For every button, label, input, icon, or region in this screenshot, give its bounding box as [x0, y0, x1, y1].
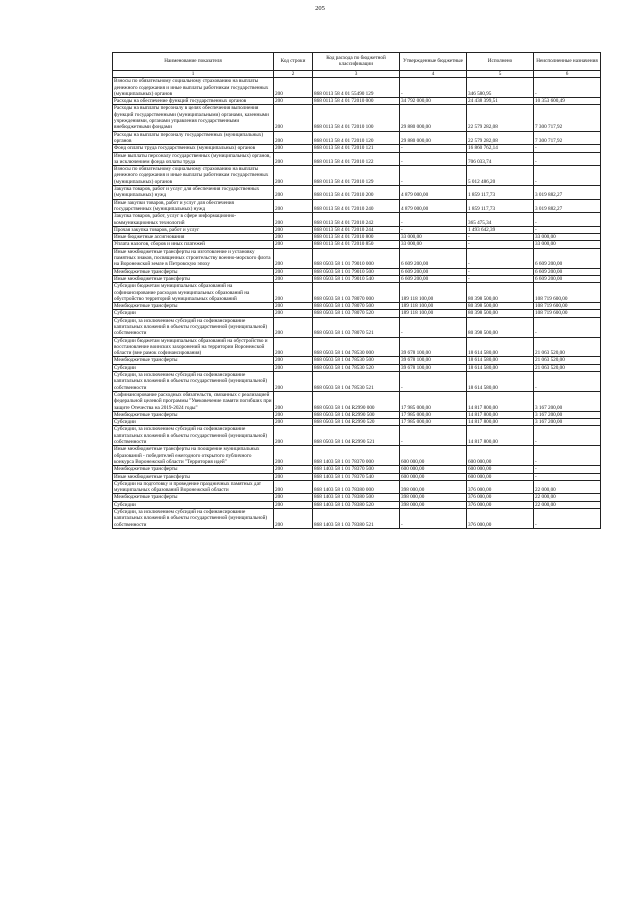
- indicator-name-cell: Межбюджетные трансферты: [113, 411, 274, 418]
- indicator-name-cell: Прочая закупка товаров, работ и услуг: [113, 226, 274, 233]
- table-row: [113, 391, 601, 411]
- header-indicator-name: Наименование показателя: [113, 53, 274, 71]
- table-row: [113, 303, 601, 310]
- table-row: [113, 78, 601, 98]
- unexecuted-amount-cell: 22 000,00: [534, 501, 601, 508]
- budget-code-cell: 868 0503 58 1 04 78530 500: [313, 357, 400, 364]
- budget-code-cell: 868 0113 58 4 01 72010 242: [313, 213, 400, 227]
- approved-amount-cell: 189 118 100,00: [400, 303, 467, 310]
- indicator-name-cell: Закупка товаров, работ, услуг в сфере информационно-коммуникационных технологий: [113, 213, 274, 227]
- line-code-cell: 200: [274, 213, 313, 227]
- table-row: [113, 131, 601, 145]
- column-number: 1: [113, 71, 274, 78]
- line-code-cell: 200: [274, 364, 313, 371]
- line-code-cell: 200: [274, 509, 313, 529]
- approved-amount-cell: 600 000,00: [400, 466, 467, 473]
- unexecuted-amount-cell: 3 167 200,00: [534, 419, 601, 426]
- table-row: [113, 166, 601, 186]
- table-row: [113, 241, 601, 248]
- unexecuted-amount-cell: 22 000,00: [534, 494, 601, 501]
- approved-amount-cell: -: [400, 78, 467, 98]
- indicator-name-cell: Межбюджетные трансферты: [113, 466, 274, 473]
- executed-amount-cell: 22 579 282,08: [467, 105, 534, 131]
- line-code-cell: 200: [274, 98, 313, 105]
- line-code-cell: 200: [274, 480, 313, 494]
- unexecuted-amount-cell: 6 609 200,00: [534, 275, 601, 282]
- unexecuted-amount-cell: 7 300 717,92: [534, 131, 601, 145]
- unexecuted-amount-cell: 21 063 520,00: [534, 364, 601, 371]
- indicator-name-cell: Иные бюджетные ассигнования: [113, 234, 274, 241]
- executed-amount-cell: 346 580,95: [467, 78, 534, 98]
- executed-amount-cell: 1 493 642,39: [467, 226, 534, 233]
- table-row: [113, 310, 601, 317]
- indicator-name-cell: Иные закупки товаров, работ и услуг для обеспечения государственных (муниципальных) нужд: [113, 199, 274, 213]
- table-row: [113, 494, 601, 501]
- budget-code-cell: 868 1403 58 1 03 78380 521: [313, 509, 400, 529]
- executed-amount-cell: 80 398 500,00: [467, 310, 534, 317]
- indicator-name-cell: Субсидии, за исключением субсидий на софинансирование капитальных вложений в объекты государственной (муниципальной) собственности: [113, 426, 274, 446]
- table-row: [113, 283, 601, 303]
- approved-amount-cell: 39 678 100,00: [400, 364, 467, 371]
- indicator-name-cell: Взносы по обязательному социальному страхованию на выплаты денежного содержания и иные выплаты работникам государственных (муниципальных) органов: [113, 166, 274, 186]
- executed-amount-cell: 18 614 580,00: [467, 372, 534, 392]
- executed-amount-cell: 18 614 580,00: [467, 337, 534, 357]
- unexecuted-amount-cell: 3 019 882,27: [534, 199, 601, 213]
- unexecuted-amount-cell: 3 167 200,00: [534, 391, 601, 411]
- line-code-cell: 200: [274, 152, 313, 166]
- table-row: [113, 226, 601, 233]
- executed-amount-cell: 1 859 117,73: [467, 199, 534, 213]
- approved-amount-cell: 39 678 100,00: [400, 337, 467, 357]
- approved-amount-cell: 33 000,00: [400, 234, 467, 241]
- executed-amount-cell: 14 817 800,00: [467, 419, 534, 426]
- unexecuted-amount-cell: -: [534, 166, 601, 186]
- indicator-name-cell: Субсидии: [113, 310, 274, 317]
- line-code-cell: 200: [274, 317, 313, 337]
- budget-code-cell: 868 1403 58 1 03 78380 500: [313, 494, 400, 501]
- budget-code-cell: 868 0503 58 1 04 78530 000: [313, 337, 400, 357]
- budget-code-cell: 868 0503 58 1 01 79010 500: [313, 268, 400, 275]
- line-code-cell: 200: [274, 501, 313, 508]
- line-code-cell: 200: [274, 494, 313, 501]
- unexecuted-amount-cell: 21 063 520,00: [534, 357, 601, 364]
- indicator-name-cell: Субсидии: [113, 364, 274, 371]
- indicator-name-cell: Фонд оплаты труда государственных (муниципальных) органов: [113, 145, 274, 152]
- column-number: 6: [534, 71, 601, 78]
- indicator-name-cell: Межбюджетные трансферты: [113, 357, 274, 364]
- line-code-cell: 200: [274, 466, 313, 473]
- line-code-cell: 200: [274, 426, 313, 446]
- indicator-name-cell: Субсидии, за исключением субсидий на софинансирование капитальных вложений в объекты государственной (муниципальной) собственности: [113, 509, 274, 529]
- executed-amount-cell: 18 614 580,00: [467, 364, 534, 371]
- approved-amount-cell: 29 880 000,00: [400, 105, 467, 131]
- executed-amount-cell: 5 012 486,20: [467, 166, 534, 186]
- budget-code-cell: 868 0113 58 4 01 72010 121: [313, 145, 400, 152]
- unexecuted-amount-cell: -: [534, 152, 601, 166]
- approved-amount-cell: -: [400, 317, 467, 337]
- budget-code-cell: 868 0503 58 1 04 R2990 000: [313, 391, 400, 411]
- unexecuted-amount-cell: -: [534, 372, 601, 392]
- budget-code-cell: 868 0113 58 4 01 72010 120: [313, 131, 400, 145]
- header-approved-appropriations: Утвержденные бюджетные: [400, 53, 467, 71]
- column-number: 2: [274, 71, 313, 78]
- line-code-cell: 200: [274, 337, 313, 357]
- executed-amount-cell: 600 000,00: [467, 473, 534, 480]
- unexecuted-amount-cell: -: [534, 226, 601, 233]
- indicator-name-cell: Субсидии, за исключением субсидий на софинансирование капитальных вложений в объекты государственной (муниципальной) собственности: [113, 372, 274, 392]
- line-code-cell: 200: [274, 275, 313, 282]
- table-row: [113, 145, 601, 152]
- approved-amount-cell: -: [400, 152, 467, 166]
- approved-amount-cell: 600 000,00: [400, 446, 467, 466]
- executed-amount-cell: -: [467, 241, 534, 248]
- line-code-cell: 200: [274, 310, 313, 317]
- indicator-name-cell: Иные межбюджетные трансферты: [113, 473, 274, 480]
- budget-code-cell: 868 0503 58 1 03 78070 500: [313, 303, 400, 310]
- header-budget-classification-code: Код расхода по бюджетной классификации: [313, 53, 400, 71]
- executed-amount-cell: 600 000,00: [467, 466, 534, 473]
- executed-amount-cell: 80 398 500,00: [467, 283, 534, 303]
- approved-amount-cell: -: [400, 226, 467, 233]
- approved-amount-cell: -: [400, 509, 467, 529]
- budget-code-cell: 868 0113 58 4 01 55490 129: [313, 78, 400, 98]
- unexecuted-amount-cell: 108 719 600,00: [534, 310, 601, 317]
- approved-amount-cell: 17 985 000,00: [400, 391, 467, 411]
- approved-amount-cell: -: [400, 372, 467, 392]
- approved-amount-cell: 189 118 100,00: [400, 310, 467, 317]
- executed-amount-cell: 376 000,00: [467, 509, 534, 529]
- unexecuted-amount-cell: -: [534, 446, 601, 466]
- budget-code-cell: 868 0503 58 1 04 R2990 500: [313, 411, 400, 418]
- executed-amount-cell: -: [467, 268, 534, 275]
- unexecuted-amount-cell: 7 300 717,92: [534, 105, 601, 131]
- header-executed: Исполнено: [467, 53, 534, 71]
- unexecuted-amount-cell: -: [534, 78, 601, 98]
- executed-amount-cell: -: [467, 234, 534, 241]
- executed-amount-cell: -: [467, 275, 534, 282]
- budget-code-cell: 868 0113 58 4 01 72010 122: [313, 152, 400, 166]
- header-line-code: Код строки: [274, 53, 313, 71]
- line-code-cell: 200: [274, 241, 313, 248]
- line-code-cell: 200: [274, 105, 313, 131]
- unexecuted-amount-cell: 22 000,00: [534, 480, 601, 494]
- table-row: [113, 501, 601, 508]
- table-row: [113, 317, 601, 337]
- budget-code-cell: 868 0113 58 4 01 72010 850: [313, 241, 400, 248]
- table-row: [113, 411, 601, 418]
- table-row: [113, 357, 601, 364]
- approved-amount-cell: -: [400, 145, 467, 152]
- unexecuted-amount-cell: -: [534, 213, 601, 227]
- approved-amount-cell: 4 879 000,00: [400, 199, 467, 213]
- line-code-cell: 200: [274, 78, 313, 98]
- unexecuted-amount-cell: -: [534, 473, 601, 480]
- approved-amount-cell: -: [400, 213, 467, 227]
- unexecuted-amount-cell: -: [534, 509, 601, 529]
- indicator-name-cell: Субсидии бюджетам муниципальных образований на софинансирование расходов муниципальных образований на обустройство территорий муниципальных образований: [113, 283, 274, 303]
- approved-amount-cell: -: [400, 166, 467, 186]
- table-row: [113, 105, 601, 131]
- budget-code-cell: 868 0503 58 1 04 R2990 520: [313, 419, 400, 426]
- budget-code-cell: 868 1403 58 1 01 78370 000: [313, 446, 400, 466]
- unexecuted-amount-cell: 33 000,00: [534, 241, 601, 248]
- executed-amount-cell: 80 398 500,00: [467, 303, 534, 310]
- executed-amount-cell: 16 860 762,14: [467, 145, 534, 152]
- indicator-name-cell: Субсидии, за исключением субсидий на софинансирование капитальных вложений в объекты государственной (муниципальной) собственности: [113, 317, 274, 337]
- budget-code-cell: 868 0503 58 1 04 78530 520: [313, 364, 400, 371]
- line-code-cell: 200: [274, 303, 313, 310]
- indicator-name-cell: Расходы на обеспечение функций государственных органов: [113, 98, 274, 105]
- indicator-name-cell: Межбюджетные трансферты: [113, 268, 274, 275]
- table-row: [113, 275, 601, 282]
- budget-code-cell: 868 0113 58 4 01 72010 244: [313, 226, 400, 233]
- executed-amount-cell: 14 817 800,00: [467, 391, 534, 411]
- budget-code-cell: 868 0503 58 1 04 R2990 521: [313, 426, 400, 446]
- table-row: [113, 152, 601, 166]
- budget-code-cell: 868 0113 58 4 01 72010 240: [313, 199, 400, 213]
- indicator-name-cell: Субсидии: [113, 419, 274, 426]
- budget-code-cell: 868 0503 58 1 03 78070 000: [313, 283, 400, 303]
- table-row: [113, 480, 601, 494]
- budget-code-cell: 868 0113 58 4 01 72010 800: [313, 234, 400, 241]
- executed-amount-cell: 600 000,00: [467, 446, 534, 466]
- line-code-cell: 200: [274, 234, 313, 241]
- line-code-cell: 200: [274, 391, 313, 411]
- column-number: 5: [467, 71, 534, 78]
- indicator-name-cell: Расходы на выплаты персоналу государственных (муниципальных) органов: [113, 131, 274, 145]
- indicator-name-cell: Софинансирование расходных обязательств, связанных с реализацией федеральной целевой программы "Увековечение памяти погибших при защите Отечества на 2019-2024 годы": [114, 391, 272, 411]
- budget-code-cell: 868 0503 58 1 04 78530 521: [313, 372, 400, 392]
- approved-amount-cell: 189 118 100,00: [400, 283, 467, 303]
- approved-amount-cell: 398 000,00: [400, 494, 467, 501]
- unexecuted-amount-cell: -: [534, 317, 601, 337]
- budget-code-cell: 868 0503 58 1 03 78070 521: [313, 317, 400, 337]
- line-code-cell: 200: [274, 248, 313, 268]
- line-code-cell: 200: [274, 283, 313, 303]
- indicator-name-cell: Субсидии на подготовку и проведение праздничных памятных дат муниципальных образований Воронежской области: [113, 480, 274, 494]
- approved-amount-cell: 39 678 100,00: [400, 357, 467, 364]
- executed-amount-cell: 14 817 800,00: [467, 411, 534, 418]
- approved-amount-cell: 34 792 000,00: [400, 98, 467, 105]
- indicator-name-cell: Межбюджетные трансферты: [113, 494, 274, 501]
- unexecuted-amount-cell: 108 719 600,00: [534, 283, 601, 303]
- line-code-cell: 200: [274, 226, 313, 233]
- line-code-cell: 200: [274, 268, 313, 275]
- table-row: [113, 186, 601, 200]
- indicator-name-cell: Иные межбюджетные трансферты на поощрение муниципальных образований - победителей ежегодного открытого публичного конкурса Воронежской области "Территория идей": [113, 446, 274, 466]
- unexecuted-amount-cell: 3 019 882,27: [534, 186, 601, 200]
- unexecuted-amount-cell: 3 167 200,00: [534, 411, 601, 418]
- executed-amount-cell: 706 033,74: [467, 152, 534, 166]
- line-code-cell: 200: [274, 186, 313, 200]
- table-body: [113, 78, 601, 529]
- executed-amount-cell: -: [467, 248, 534, 268]
- table-row: [113, 419, 601, 426]
- approved-amount-cell: 17 985 000,00: [400, 411, 467, 418]
- budget-code-cell: 868 1403 58 1 03 78380 520: [313, 501, 400, 508]
- table-row: [113, 446, 601, 466]
- approved-amount-cell: 17 985 000,00: [400, 419, 467, 426]
- line-code-cell: 200: [274, 419, 313, 426]
- indicator-name-cell: Иные межбюджетные трансферты: [113, 275, 274, 282]
- table-header-row: [113, 53, 601, 71]
- budget-code-cell: 868 1403 58 1 01 78370 500: [313, 466, 400, 473]
- approved-amount-cell: 6 609 200,00: [400, 268, 467, 275]
- budget-code-cell: 868 0113 58 4 01 72010 000: [313, 98, 400, 105]
- executed-amount-cell: 18 614 580,00: [467, 357, 534, 364]
- unexecuted-amount-cell: -: [534, 426, 601, 446]
- table-row: [113, 473, 601, 480]
- header-unexecuted: Неисполненные назначения: [534, 53, 601, 71]
- executed-amount-cell: 1 859 117,73: [467, 186, 534, 200]
- executed-amount-cell: 365 475,34: [467, 213, 534, 227]
- unexecuted-amount-cell: 21 063 520,00: [534, 337, 601, 357]
- budget-code-cell: 868 1403 58 1 03 78380 000: [313, 480, 400, 494]
- table-row: [113, 364, 601, 371]
- table-row: [113, 98, 601, 105]
- executed-amount-cell: 22 579 282,08: [467, 131, 534, 145]
- unexecuted-amount-cell: 6 609 200,00: [534, 268, 601, 275]
- budget-code-cell: 868 0503 58 1 01 79010 540: [313, 275, 400, 282]
- indicator-name-cell: Иные выплаты персоналу государственных (муниципальных) органов, за исключением фонда оплаты труда: [113, 152, 274, 166]
- budget-code-cell: 868 0503 58 1 03 78070 520: [313, 310, 400, 317]
- table-row: [113, 213, 601, 227]
- line-code-cell: 200: [274, 145, 313, 152]
- budget-execution-table: [112, 52, 601, 529]
- unexecuted-amount-cell: 6 609 200,00: [534, 248, 601, 268]
- executed-amount-cell: 24 438 399,51: [467, 98, 534, 105]
- table-row: [113, 466, 601, 473]
- approved-amount-cell: 29 880 000,00: [400, 131, 467, 145]
- approved-amount-cell: 600 000,00: [400, 473, 467, 480]
- approved-amount-cell: 6 609 200,00: [400, 275, 467, 282]
- approved-amount-cell: -: [400, 426, 467, 446]
- budget-code-cell: 868 0113 58 4 01 72010 100: [313, 105, 400, 131]
- approved-amount-cell: 33 000,00: [400, 241, 467, 248]
- unexecuted-amount-cell: -: [534, 145, 601, 152]
- line-code-cell: 200: [274, 166, 313, 186]
- executed-amount-cell: 14 817 800,00: [467, 426, 534, 446]
- indicator-name-cell: Закупка товаров, работ и услуг для обеспечения государственных (муниципальных) нужд: [113, 186, 274, 200]
- line-code-cell: 200: [274, 411, 313, 418]
- budget-code-cell: 868 0113 58 4 01 72010 200: [313, 186, 400, 200]
- budget-code-cell: 868 0113 58 4 01 72010 129: [313, 166, 400, 186]
- executed-amount-cell: 80 398 500,00: [467, 317, 534, 337]
- line-code-cell: 200: [274, 446, 313, 466]
- unexecuted-amount-cell: -: [534, 466, 601, 473]
- line-code-cell: 200: [274, 372, 313, 392]
- table-row: [113, 372, 601, 392]
- unexecuted-amount-cell: 108 719 600,00: [534, 303, 601, 310]
- indicator-name-cell: Взносы по обязательному социальному страхованию на выплаты денежного содержания и иные выплаты работникам государственных (муниципальных) органов: [113, 78, 274, 98]
- indicator-name-cell: Иные межбюджетные трансферты на изготовление и установку памятных знаков, посвященных строительству военно-морского флота на Воронежской земле в Петровскую эпоху: [113, 248, 274, 268]
- page-number: 205: [315, 5, 325, 12]
- table-row: [113, 234, 601, 241]
- budget-code-cell: 868 0503 58 1 01 79010 000: [313, 248, 400, 268]
- indicator-name-cell: Субсидии бюджетам муниципальных образований на обустройство и восстановление воинских захоронений на территории Воронежской области (вне рамок софинансирования): [113, 337, 274, 357]
- column-number: 3: [313, 71, 400, 78]
- indicator-name-cell: Субсидии: [113, 501, 274, 508]
- table-row: [113, 248, 601, 268]
- indicator-name-cell: Межбюджетные трансферты: [113, 303, 274, 310]
- indicator-name-cell: Уплата налогов, сборов и иных платежей: [113, 241, 274, 248]
- indicator-name-cell: Расходы на выплаты персоналу в целях обеспечения выполнения функций государственными (муниципальными) органами, казенными учреждениями, органами управления государственными внебюджетными фондами: [113, 105, 274, 131]
- executed-amount-cell: 376 000,00: [467, 501, 534, 508]
- budget-code-cell: 868 1403 58 1 01 78370 540: [313, 473, 400, 480]
- table-row: [113, 199, 601, 213]
- table-row: [113, 426, 601, 446]
- line-code-cell: 200: [274, 357, 313, 364]
- executed-amount-cell: 376 000,00: [467, 494, 534, 501]
- table-row: [113, 268, 601, 275]
- approved-amount-cell: 398 000,00: [400, 480, 467, 494]
- approved-amount-cell: 6 609 200,00: [400, 248, 467, 268]
- unexecuted-amount-cell: 33 000,00: [534, 234, 601, 241]
- line-code-cell: 200: [274, 131, 313, 145]
- approved-amount-cell: 4 879 000,00: [400, 186, 467, 200]
- table-row: [113, 337, 601, 357]
- line-code-cell: 200: [274, 199, 313, 213]
- table-row: [113, 509, 601, 529]
- approved-amount-cell: 398 000,00: [400, 501, 467, 508]
- column-number-row: [113, 71, 601, 78]
- executed-amount-cell: 376 000,00: [467, 480, 534, 494]
- unexecuted-amount-cell: 10 353 600,49: [534, 98, 601, 105]
- column-number: 4: [400, 71, 467, 78]
- line-code-cell: 200: [274, 473, 313, 480]
